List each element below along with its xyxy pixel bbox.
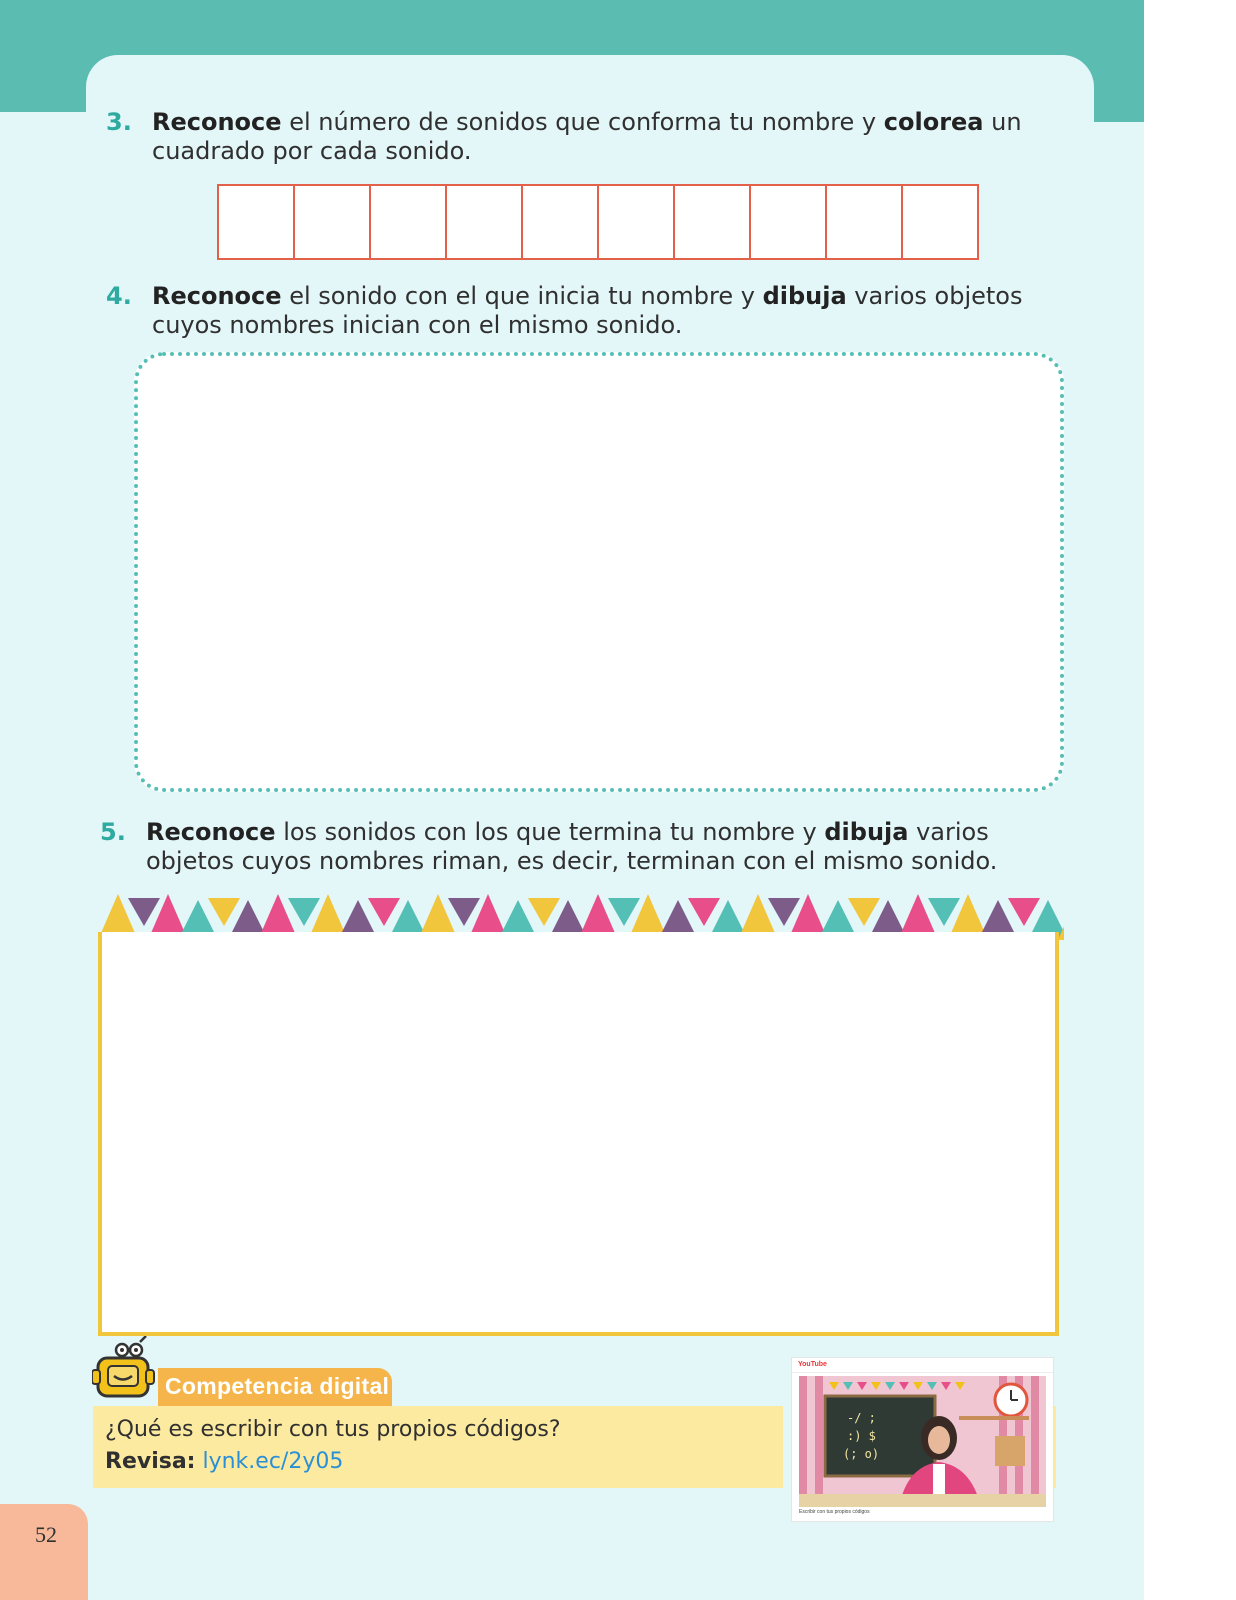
review-label: Revisa: — [105, 1449, 196, 1474]
sound-square[interactable] — [523, 186, 599, 258]
sound-square[interactable] — [599, 186, 675, 258]
sound-square[interactable] — [675, 186, 751, 258]
question-text: varios objetos cuyos nombres inician con el mismo sonido. — [152, 282, 1023, 339]
bunting-triangle — [928, 898, 960, 926]
keyword-color: colorea — [883, 108, 984, 136]
video-browser-bar — [792, 1358, 1053, 1373]
svg-text:-/ ;: -/ ; — [847, 1411, 876, 1425]
bunting-triangle — [128, 898, 160, 926]
keyword-recognize: Reconoce — [152, 282, 282, 310]
digital-question: ¿Qué es escribir con tus propios códigos? — [105, 1417, 561, 1442]
drawing-area-initial-sound[interactable] — [134, 352, 1064, 792]
page-number-tab — [0, 1504, 88, 1600]
svg-text:(; o): (; o) — [843, 1447, 880, 1461]
bunting-triangle — [528, 898, 560, 926]
video-caption: Escribir con tus propios códigos — [799, 1509, 870, 1515]
sound-square[interactable] — [295, 186, 371, 258]
keyword-draw: dibuja — [762, 282, 847, 310]
review-link[interactable]: lynk.ec/2y05 — [202, 1449, 344, 1474]
question-number: 4. — [106, 282, 132, 310]
sound-square[interactable] — [751, 186, 827, 258]
bunting-triangle — [208, 898, 240, 926]
question-number: 5. — [100, 818, 126, 846]
bunting-triangle — [608, 898, 640, 926]
keyword-draw: dibuja — [824, 818, 909, 846]
sound-square[interactable] — [827, 186, 903, 258]
sound-square[interactable] — [219, 186, 295, 258]
keyword-recognize: Reconoce — [152, 108, 282, 136]
question-text: varios objetos cuyos nombres riman, es decir, terminan con el mismo sonido. — [146, 818, 998, 875]
bunting-triangle — [1008, 898, 1040, 926]
sound-square[interactable] — [447, 186, 523, 258]
keyword-recognize: Reconoce — [146, 818, 276, 846]
sound-squares-row — [217, 184, 979, 260]
question-text: los sonidos con los que termina tu nombre y — [275, 818, 825, 846]
question-text: un cuadrado por cada sonido. — [152, 108, 1022, 165]
sound-square[interactable] — [371, 186, 447, 258]
digital-competence-title: Competencia digital — [165, 1373, 390, 1399]
question-number: 3. — [106, 108, 132, 136]
top-teal-band-edge — [1094, 112, 1144, 122]
robot-mascot-icon — [92, 1336, 162, 1406]
video-scene-image — [799, 1376, 1046, 1507]
video-frame — [799, 1376, 1046, 1507]
bunting-triangle — [848, 898, 880, 926]
question-text: el número de sonidos que conforma tu nombre y — [281, 108, 884, 136]
drawing-area-rhyme[interactable] — [98, 932, 1059, 1336]
question-3 — [106, 108, 1046, 166]
video-thumbnail[interactable] — [791, 1357, 1054, 1522]
bunting-triangle — [448, 898, 480, 926]
bunting-triangle — [368, 898, 400, 926]
question-4 — [106, 282, 1076, 340]
svg-text::) $: :) $ — [847, 1429, 876, 1443]
question-5 — [100, 818, 1070, 876]
bunting-triangle — [768, 898, 800, 926]
bunting-triangle — [688, 898, 720, 926]
question-text: el sonido con el que inicia tu nombre y — [281, 282, 763, 310]
page-number: 52 — [35, 1522, 57, 1547]
sound-square[interactable] — [903, 186, 977, 258]
review-line — [105, 1449, 343, 1474]
youtube-logo: YouTube — [798, 1361, 827, 1368]
bunting-triangle — [288, 898, 320, 926]
